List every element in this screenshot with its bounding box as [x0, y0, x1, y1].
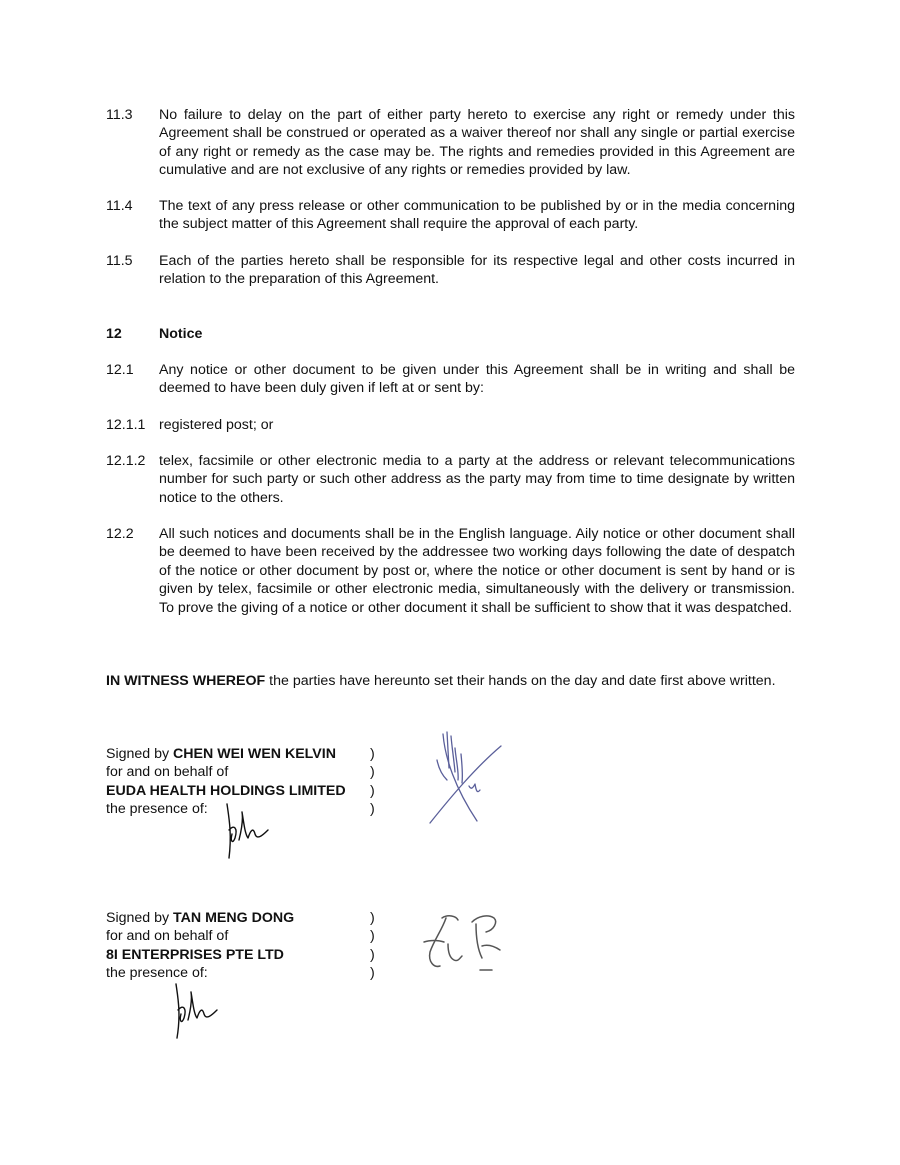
- company-name: EUDA HEALTH HOLDINGS LIMITED: [106, 782, 346, 799]
- presence-label: the presence of:: [106, 801, 208, 818]
- bracket: ): [370, 782, 375, 799]
- presence-label: the presence of:: [106, 965, 208, 982]
- witness-signature-1: [220, 800, 276, 862]
- clause-number: 12.1.1: [106, 417, 146, 433]
- signed-by-line: [106, 909, 386, 927]
- clause-text: All such notices and documents shall be in the English language. Aily notice or other document shall be deemed to have been received by the addressee two working days following the date of despatch of the notice or other document by post or, where the notice or other document is sent by hand or is given by telex, facsimile or other electronic media, simultaneously with the delivery or transmission. To prove the giving of a notice or other document it shall be sufficient to show that it was despatched.: [159, 526, 795, 616]
- company-line: [106, 946, 386, 964]
- signature-tan-meng-dong: [420, 910, 510, 980]
- bracket: ): [370, 764, 375, 781]
- witness-statement: [106, 672, 806, 690]
- behalf-line: [106, 763, 386, 781]
- clause-number: 12.1: [106, 362, 134, 378]
- clause-number: 12.1.2: [106, 453, 146, 469]
- signatory-name: CHEN WEI WEN KELVIN: [173, 746, 336, 762]
- witness-signature-2: [168, 980, 224, 1042]
- clause-number: 11.3: [106, 107, 133, 123]
- company-name: 8I ENTERPRISES PTE LTD: [106, 946, 284, 963]
- company-line: [106, 782, 386, 800]
- clause-number: 11.5: [106, 253, 133, 269]
- clause-text: Each of the parties hereto shall be responsible for its respective legal and other costs incurred in relation to the preparation of this Agreement.: [159, 253, 795, 288]
- bracket: ): [370, 965, 375, 982]
- bracket: ): [370, 746, 375, 762]
- signed-by-label: Signed by: [106, 910, 174, 926]
- clause-text: telex, facsimile or other electronic media to a party at the address or relevant telecommunications number for such party or such other address as the party may from time to time designate by written notice to the others.: [159, 453, 795, 506]
- clause-text: registered post; or: [159, 417, 274, 433]
- clause-number: 12.2: [106, 526, 134, 542]
- bracket: ): [370, 910, 375, 926]
- behalf-line: [106, 927, 386, 945]
- signature-block-8i: [106, 909, 386, 983]
- clause-text: No failure to delay on the part of either party hereto to exercise any right or remedy under this Agreement shall be construed or operated as a waiver thereof nor shall any single or partial exercise of any right or remedy as the case may be. The rights and remedies provided in this Agreement are cumulative and are not exclusive of any rights or remedies provided by law.: [159, 107, 795, 179]
- clause-text: The text of any press release or other communication to be published by or in the media concerning the subject matter of this Agreement shall require the approval of each party.: [159, 198, 795, 233]
- clause-number: 11.4: [106, 198, 133, 214]
- clause-text: Any notice or other document to be given under this Agreement shall be in writing and shall be deemed to have been duly given if left at or sent by:: [159, 362, 795, 397]
- section-title: Notice: [159, 326, 203, 342]
- signed-by-line: [106, 745, 386, 763]
- section-number: 12: [106, 326, 122, 342]
- bracket: ): [370, 946, 375, 963]
- behalf-label: for and on behalf of: [106, 928, 229, 945]
- signature-kelvin: [425, 728, 505, 828]
- witness-rest: the parties have hereunto set their hands on the day and date first above written.: [265, 673, 776, 689]
- bracket: ): [370, 928, 375, 945]
- witness-bold: IN WITNESS WHEREOF: [106, 673, 266, 689]
- signed-by-label: Signed by: [106, 746, 174, 762]
- bracket: ): [370, 801, 375, 818]
- behalf-label: for and on behalf of: [106, 764, 229, 781]
- signatory-name: TAN MENG DONG: [173, 910, 295, 926]
- presence-line: [106, 964, 386, 982]
